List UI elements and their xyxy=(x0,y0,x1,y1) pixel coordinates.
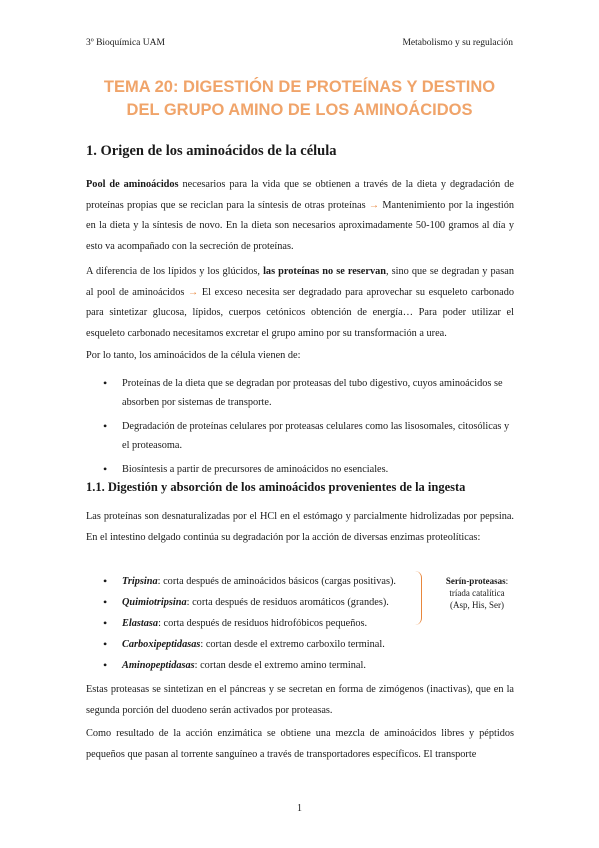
note-line-3: (Asp, His, Ser) xyxy=(450,600,504,610)
paragraph-text: necesarios para la vida que se obtienen a través de la dieta y degradación de proteínas propias que se reciclan para la síntesis de otras proteínas xyxy=(86,179,514,211)
bold-term: las proteínas no se reservan xyxy=(263,266,386,277)
section-heading-1: 1. Origen de los aminoácidos de la célula xyxy=(86,143,337,159)
enzyme-description: : corta después de aminoácidos básicos (cargas positivas). xyxy=(157,576,396,587)
header-subject: Metabolismo y su regulación xyxy=(402,38,513,48)
enzyme-name: Carboxipeptidasas xyxy=(122,639,201,650)
list-item: • Degradación de proteínas celulares por proteasas celulares como las lisosomales, citosólicas y el proteasoma. xyxy=(86,417,514,455)
list-item xyxy=(86,614,426,633)
paragraph-zymogens: Estas proteasas se sintetizan en el páncreas y se secretan en forma de zimógenos (inactivas), que en la segunda porción del duodeno serán activados por proteasas. xyxy=(86,684,514,716)
list-item xyxy=(86,656,426,675)
paragraph-intro-list: Por lo tanto, los aminoácidos de la célula vienen de: xyxy=(86,350,301,361)
page-number: 1 xyxy=(297,803,302,814)
sources-list xyxy=(86,374,514,479)
paragraph-text: Mantenimiento por la ingestión en la dieta y la síntesis de novo. En la dieta son necesarios aproximadamente 50-100 gramos al día y esto va acompañado con la secreción de proteínas. xyxy=(86,199,514,252)
note-title: Serín-proteasas xyxy=(445,576,506,586)
arrow-icon: → xyxy=(187,286,199,298)
enzyme-name: Aminopeptidasas xyxy=(122,660,195,671)
note-line-2: tríada catalítica xyxy=(449,588,505,598)
enzyme-description: : cortan desde el extremo amino terminal. xyxy=(194,660,366,671)
list-item xyxy=(86,635,426,654)
serine-protease-note xyxy=(427,575,527,611)
enzyme-name: Elastasa xyxy=(122,618,159,629)
title-line-1: TEMA 20: DIGESTIÓN DE PROTEÍNAS Y DESTINO xyxy=(103,78,496,96)
list-item: • Proteínas de la dieta que se degradan por proteasas del tubo digestivo, cuyos aminoácidos se absorben por sistemas de transporte. xyxy=(86,374,514,412)
arrow-icon: → xyxy=(368,199,380,211)
paragraph-text: El exceso necesita ser degradado para aprovechar su esqueleto carbonado para sintetizar glucosa, lípidos, cuerpos cetónicos obtención de energía… Para poder utilizar el esqueleto carbonado necesitamos excretar el grupo amino por su transformación a urea. xyxy=(86,286,515,339)
list-item xyxy=(86,572,426,591)
enzymes-list xyxy=(86,572,426,675)
enzyme-name: Quimiotripsina xyxy=(122,597,187,608)
section-heading-1-1: 1.1. Digestión y absorción de los aminoácidos provenientes de la ingesta xyxy=(86,480,466,494)
paragraph-digestion: Las proteínas son desnaturalizadas por el HCl en el estómago y parcialmente hidrolizadas por pepsina. En el intestino delgado continúa su degradación por la acción de diversas enzimas proteolíticas: xyxy=(86,511,514,543)
paragraph-no-reserve xyxy=(86,262,514,344)
enzyme-name: Tripsina xyxy=(122,576,158,587)
document-title xyxy=(60,76,539,122)
bold-term: Pool de aminoácidos xyxy=(86,179,179,190)
title-line-2: DEL GRUPO AMINO DE LOS AMINOÁCIDOS xyxy=(126,101,473,119)
paragraph-transport: Como resultado de la acción enzimática se obtiene una mezcla de aminoácidos libres y péptidos pequeños que pasan al torrente sanguíneo a través de transportadores específicos. El transporte xyxy=(86,728,514,760)
header-course: 3º Bioquímica UAM xyxy=(86,38,165,48)
list-item xyxy=(86,593,426,612)
list-item: • Biosíntesis a partir de precursores de aminoácidos no esenciales. xyxy=(86,460,514,479)
enzyme-description: : corta después de residuos aromáticos (grandes). xyxy=(186,597,389,608)
paragraph-pool xyxy=(86,175,514,257)
enzyme-description: : cortan desde el extremo carboxilo terminal. xyxy=(200,639,385,650)
enzyme-description: : corta después de residuos hidrofóbicos pequeños. xyxy=(158,618,368,629)
paragraph-text: , sino que se degradan y pasan al pool de aminoácidos xyxy=(86,266,514,298)
paragraph-text: A diferencia de los lípidos y los glúcidos, xyxy=(86,266,264,277)
brace-icon xyxy=(415,571,422,625)
note-colon: : xyxy=(505,576,509,586)
